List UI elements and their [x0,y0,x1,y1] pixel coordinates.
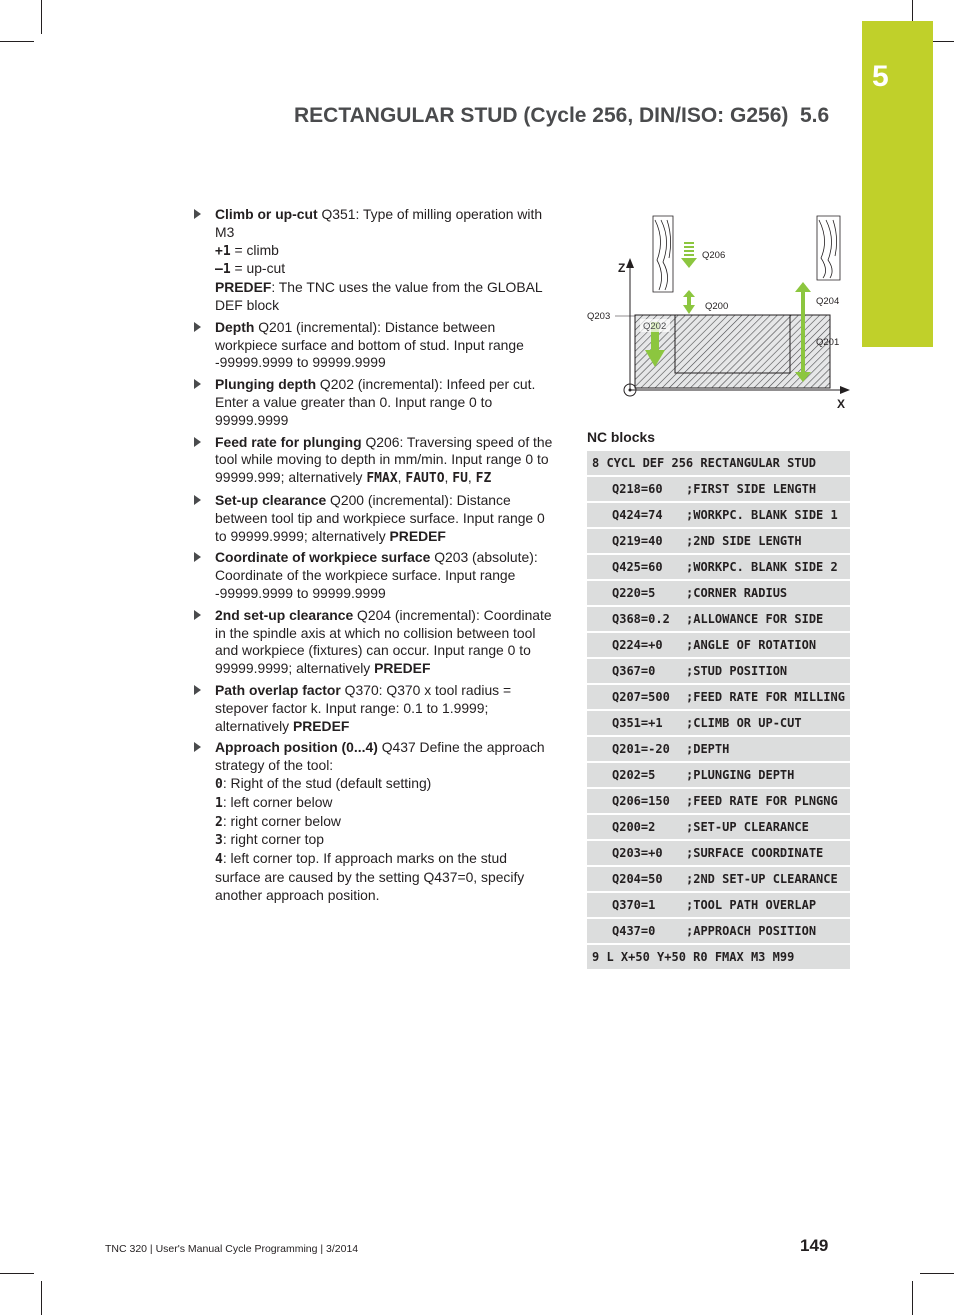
nc-parameter: Q203=+0 [587,840,685,866]
nc-comment: ;ANGLE OF ROTATION [685,632,850,658]
nc-parameter: Q368=0.2 [587,606,685,632]
param-option: 0 [215,776,223,792]
nc-parameter: Q201=-20 [587,736,685,762]
param-option: PREDEF [292,717,350,734]
param-option: FAUTO [405,471,445,487]
param-option: PREDEF [389,527,446,544]
param-description: : right corner below [222,812,341,829]
nc-comment: ;FEED RATE FOR PLNGNG [685,788,850,814]
table-row [587,814,850,840]
nc-first-line: 8 CYCL DEF 256 RECTANGULAR STUD [587,451,850,476]
q203-label: Q203 [587,311,611,322]
bullet-arrow-icon [194,685,201,695]
z-axis-arrow [626,258,634,268]
table-row [587,606,850,632]
list-item [194,206,556,315]
param-option: 4 [215,852,223,868]
param-description: Q204 (incremental): Coordinate in the spindle axis at which no collision between tool and workpiece (fixtures) can occur. Input range 0 to 99999.9999; alternatively [215,606,552,677]
cycle-diagram [585,210,855,415]
tool-right [817,216,840,280]
param-option: FMAX [366,471,398,487]
crop-mark [912,1281,913,1315]
param-description: = climb [230,241,279,258]
nc-comment: ;WORKPC. BLANK SIDE 1 [685,502,850,528]
nc-blocks-table [587,451,850,971]
table-row [587,580,850,606]
table-row [587,918,850,944]
param-option: FU [452,471,468,487]
bullet-arrow-icon [194,209,201,219]
param-description: : left corner top. If approach marks on the stud surface are caused by the setting Q437=0, specify another approach position. [215,850,525,903]
bullet-arrow-icon [194,610,201,620]
x-axis-arrow [840,386,850,394]
nc-parameter: Q220=5 [587,580,685,606]
list-item [194,739,556,904]
list-item [194,319,556,372]
param-option: +1 [215,243,231,259]
nc-comment: ;APPROACH POSITION [685,918,850,944]
table-row [587,762,850,788]
bullet-arrow-icon [194,552,201,562]
nc-parameter: Q207=500 [587,684,685,710]
nc-comment: ;WORKPC. BLANK SIDE 2 [685,554,850,580]
tool-left [653,216,673,292]
param-description: = up-cut [230,260,286,277]
bullet-arrow-icon [194,742,201,752]
nc-parameter: Q224=+0 [587,632,685,658]
param-description: : right corner top [222,831,324,848]
nc-comment: ;ALLOWANCE FOR SIDE [685,606,850,632]
nc-comment: ;2ND SIDE LENGTH [685,528,850,554]
table-row [587,684,850,710]
param-name: 2nd set-up clearance [215,606,354,623]
nc-parameter: Q204=50 [587,866,685,892]
crop-mark [41,0,42,34]
param-option: FZ [475,471,492,487]
param-description: Q351: Type of milling operation with M3 [215,206,543,240]
nc-parameter: Q425=60 [587,554,685,580]
param-option: –1 [215,262,231,278]
nc-comment: ;FEED RATE FOR MILLING [685,684,850,710]
crop-mark [920,1273,954,1274]
table-row [587,528,850,554]
table-row [587,502,850,528]
table-row [587,840,850,866]
nc-last-line: 9 L X+50 Y+50 R0 FMAX M3 M99 [587,944,850,970]
nc-parameter: Q424=74 [587,502,685,528]
nc-comment: ;CORNER RADIUS [685,580,850,606]
q202-label: Q202 [643,321,667,332]
table-row [587,866,850,892]
param-description: Q206: Traversing speed of the tool while moving to depth in mm/min. Input range 0 to 99999.999; alternatively [215,433,553,486]
nc-parameter: Q202=5 [587,762,685,788]
table-row [587,632,850,658]
table-row [587,892,850,918]
page-title: RECTANGULAR STUD (Cycle 256, DIN/ISO: G256) [294,104,789,127]
param-description: Q201 (incremental): Distance between workpiece surface and bottom of stud. Input range -99999.9999 to 99999.9999 [215,318,524,371]
param-description: : The TNC uses the value from the GLOBAL DEF block [215,279,543,313]
param-option: 1 [215,795,223,811]
table-row [587,788,850,814]
nc-comment: ;CLIMB OR UP-CUT [685,710,850,736]
chapter-number: 5 [872,60,889,93]
nc-comment: ;PLUNGING DEPTH [685,762,850,788]
param-description: Q203 (absolute): Coordinate of the workpiece surface. Input range -99999.9999 to 99999.9999 [215,549,538,601]
nc-comment: ;TOOL PATH OVERLAP [685,892,850,918]
bullet-arrow-icon [194,437,201,447]
param-option: 3 [215,833,223,849]
bullet-arrow-icon [194,322,201,332]
section-number: 5.6 [800,104,830,127]
nc-parameter: Q219=40 [587,528,685,554]
nc-parameter: Q200=2 [587,814,685,840]
nc-parameter: Q370=1 [587,892,685,918]
list-item: Feed rate for plunging Q206: Traversing speed of the tool while moving to depth in mm/min. Input range 0 to 99999.999; alternatively FMAX, FAUTO, FU, FZ [194,434,556,488]
nc-comment: ;DEPTH [685,736,850,762]
table-row [587,736,850,762]
q200-label: Q200 [705,301,729,312]
q206-arrow [681,242,697,268]
param-name: Depth [215,318,255,335]
param-name: Coordinate of workpiece surface [215,549,431,566]
param-name: Path overlap factor [215,681,341,698]
param-description: Q437 Define the approach strategy of the tool: [215,739,545,774]
nc-parameter: Q206=150 [587,788,685,814]
bullet-arrow-icon [194,379,201,389]
page-number: 149 [800,1236,829,1255]
param-description: Q202 (incremental): Infeed per cut. Enter a value greater than 0. Input range 0 to 99999.9999 [215,376,536,428]
table-row [587,710,850,736]
table-row [587,944,850,970]
list-item [194,607,556,678]
table-row [587,476,850,502]
q201-label: Q201 [816,337,840,348]
table-row [587,554,850,580]
param-name: Feed rate for plunging [215,433,362,450]
param-option: PREDEF [374,660,431,677]
q204-label: Q204 [816,296,840,307]
q200-arrow [683,290,695,314]
list-item [194,682,556,735]
list-item [194,549,556,602]
nc-parameter: Q351=+1 [587,710,685,736]
list-item [194,376,556,429]
q206-label: Q206 [702,250,726,261]
list-item [194,492,556,545]
nc-blocks-title: NC blocks [587,429,655,445]
param-description: Q200 (incremental): Distance between tool tip and workpiece surface. Input range 0 to 99999.9999; alternatively [215,491,545,544]
nc-comment: ;FIRST SIDE LENGTH [685,476,850,502]
nc-comment: ;SURFACE COORDINATE [685,840,850,866]
param-description: : left corner below [222,793,333,810]
param-option: 2 [215,814,223,830]
nc-parameter: Q367=0 [587,658,685,684]
table-row [587,658,850,684]
z-axis-label: Z [618,261,626,275]
param-option: PREDEF [215,279,272,296]
param-name: Approach position (0...4) [215,739,378,756]
nc-comment: ;STUD POSITION [685,658,850,684]
nc-parameter: Q218=60 [587,476,685,502]
param-name: Climb or up-cut [215,206,318,222]
parameter-list [194,206,556,908]
stud-top [675,315,790,373]
nc-comment: ;2ND SET-UP CLEARANCE [685,866,850,892]
param-name: Plunging depth [215,376,317,393]
footer-text: TNC 320 | User's Manual Cycle Programming | 3/2014 [105,1243,359,1255]
crop-mark [41,1281,42,1315]
crop-mark [0,1273,34,1274]
cycle-figure [585,210,855,415]
bullet-arrow-icon [194,495,201,505]
nc-comment: ;SET-UP CLEARANCE [685,814,850,840]
crop-mark [0,41,34,42]
param-description: : Right of the stud (default setting) [222,774,432,791]
param-description: Q370: Q370 x tool radius = stepover factor k. Input range: 0.1 to 1.9999; alternatively [215,681,512,734]
param-name: Set-up clearance [215,491,327,508]
x-axis-label: X [837,397,846,411]
nc-parameter: Q437=0 [587,918,685,944]
table-row [587,451,850,476]
